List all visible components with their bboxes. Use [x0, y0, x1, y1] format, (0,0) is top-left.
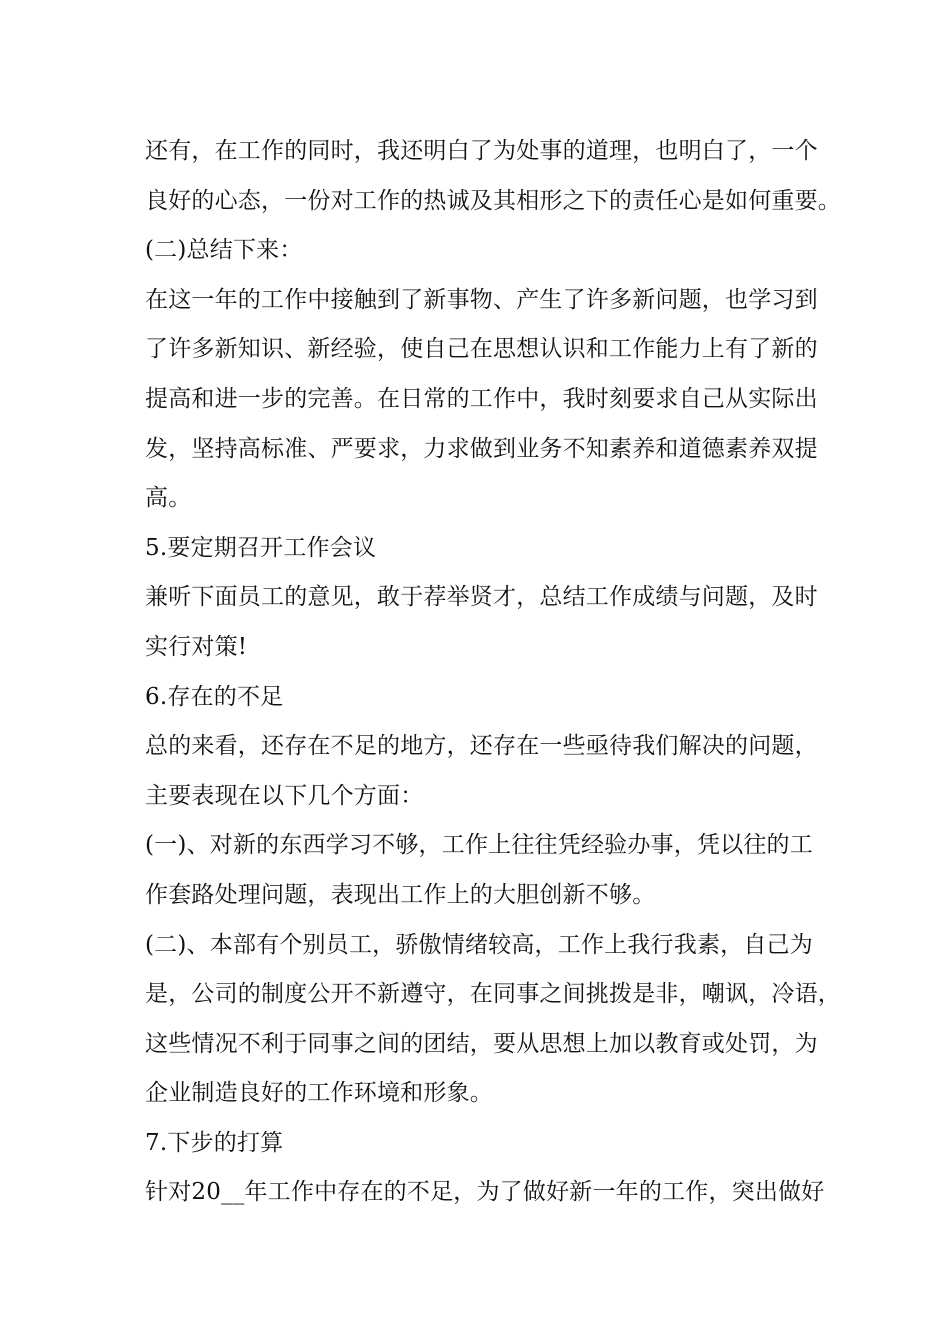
text-line: 针对20__年工作中存在的不足，为了做好新一年的工作，突出做好	[145, 1179, 825, 1206]
text-line: 总的来看，还存在不足的地方，还存在一些亟待我们解决的问题，	[145, 733, 818, 760]
text-line: 实行对策!	[145, 633, 248, 660]
text-line: 这些情况不利于同事之间的团结，要从思想上加以教育或处罚，为	[145, 1030, 818, 1057]
text-line: 提高和进一步的完善。在日常的工作中，我时刻要求自己从实际出	[145, 385, 818, 412]
section-heading: 5.要定期召开工作会议	[145, 534, 377, 561]
text-line: 了许多新知识、新经验，使自己在思想认识和工作能力上有了新的	[145, 336, 818, 363]
text-line: 还有，在工作的同时，我还明白了为处事的道理，也明白了，一个	[145, 138, 818, 164]
text-line: 作套路处理问题，表现出工作上的大胆创新不够。	[145, 881, 656, 908]
text-line: 兼听下面员工的意见，敢于荐举贤才，总结工作成绩与问题，及时	[145, 584, 818, 611]
text-line: 企业制造良好的工作环境和形象。	[145, 1080, 493, 1107]
text-line: 良好的心态，一份对工作的热诚及其相形之下的责任心是如何重要。	[145, 187, 841, 214]
section-heading: 6.存在的不足	[145, 683, 284, 710]
text-line: (二)、本部有个别员工，骄傲情绪较高，工作上我行我素，自己为	[145, 931, 813, 958]
section-heading: (二)总结下来：	[145, 237, 303, 264]
text-line: 在这一年的工作中接触到了新事物、产生了许多新问题，也学习到	[145, 286, 818, 313]
document-body	[145, 127, 841, 1218]
text-line: 发，坚持高标准、严要求，力求做到业务不知素养和道德素养双提	[145, 435, 818, 462]
text-line: 高。	[145, 485, 192, 512]
text-line: 是，公司的制度公开不新遵守，在同事之间挑拨是非，嘲讽，冷语，	[145, 981, 841, 1008]
text-line: 主要表现在以下几个方面：	[145, 782, 424, 809]
text-line: (一)、对新的东西学习不够，工作上往往凭经验办事，凭以往的工	[145, 832, 813, 859]
section-heading: 7.下步的打算	[145, 1129, 284, 1156]
